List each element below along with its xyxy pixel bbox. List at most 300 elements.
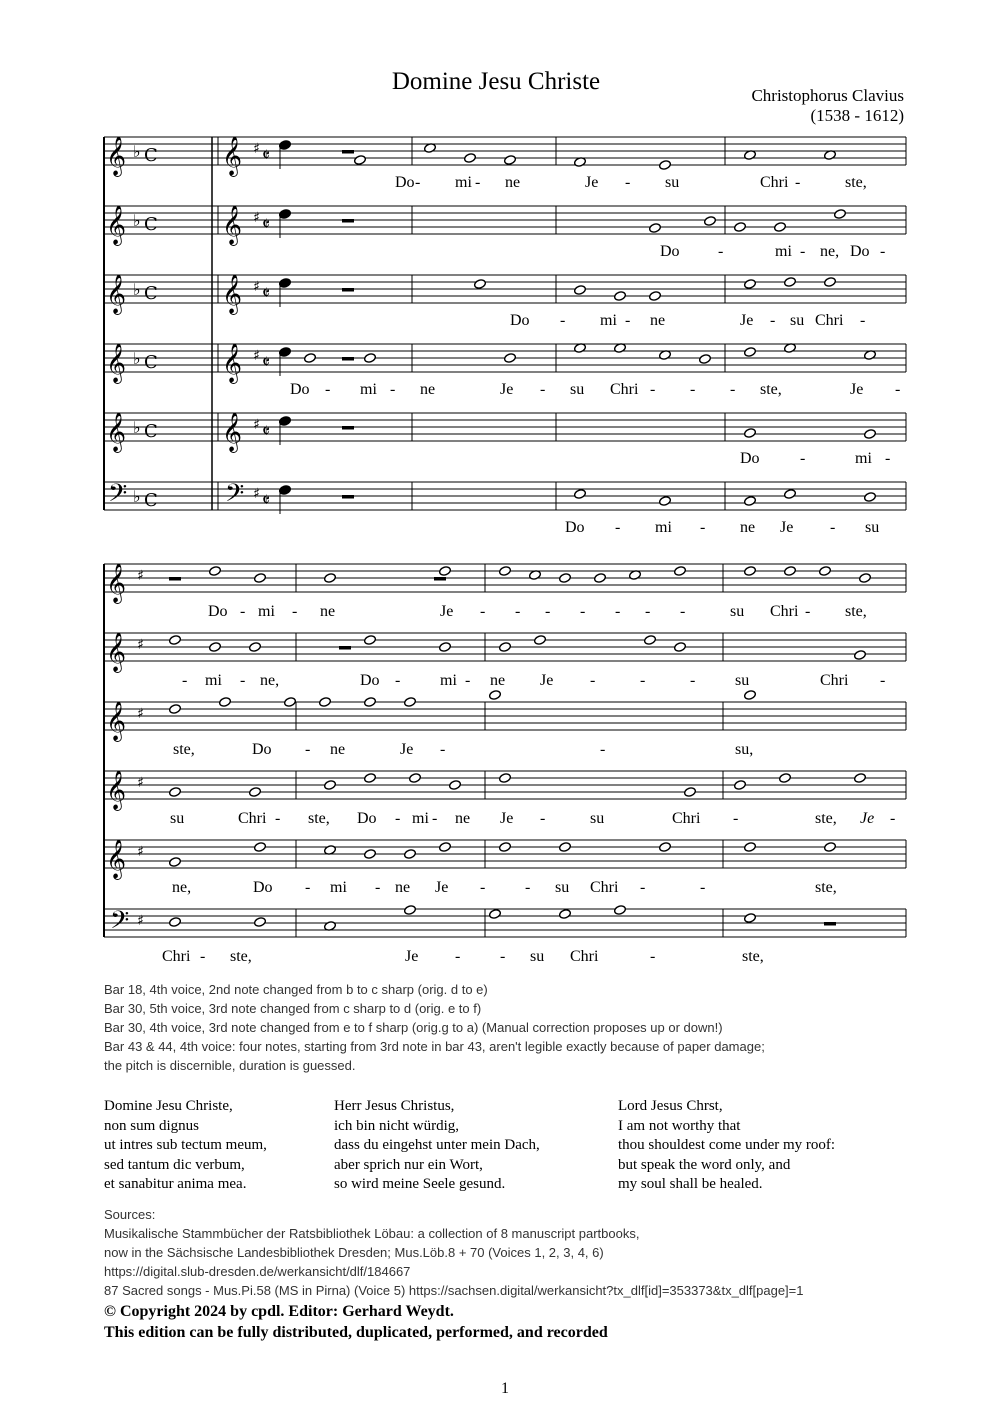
note-head	[819, 566, 832, 577]
note-head	[734, 780, 747, 791]
lyric-syllable: Je	[740, 312, 754, 329]
lyric-syllable: -	[455, 948, 461, 965]
note-head	[674, 566, 687, 577]
lyric-syllable: -	[880, 243, 886, 260]
lyric-syllable: ne	[420, 381, 436, 398]
lyric-syllable: su	[590, 810, 605, 827]
page-number: 1	[501, 1380, 509, 1397]
lyric-syllable: Chri	[820, 672, 849, 689]
lyric-syllable: -	[440, 741, 446, 758]
bass-clef: 𝄢	[225, 479, 245, 514]
lyric-syllable: -	[615, 603, 621, 620]
note-head	[404, 697, 417, 708]
source-line: now in the Sächsische Landesbibliothek Dresden; Mus.Löb.8 + 70 (Voices 1, 2, 3, 4, 6)	[104, 1245, 604, 1260]
note-head	[834, 209, 847, 220]
text-line: non sum dignus	[104, 1117, 200, 1134]
sharp-sign: ♯	[253, 210, 260, 226]
editorial-note: Bar 43 & 44, 4th voice: four notes, starting from 3rd note in bar 43, aren't legible exactly because of paper damage;	[104, 1039, 765, 1054]
treble-clef: 𝄞	[106, 205, 127, 245]
lyric-syllable: ste,	[173, 741, 195, 758]
lyric-syllable: -	[770, 312, 776, 329]
lyric-syllable: su,	[735, 741, 754, 758]
rest	[434, 577, 446, 581]
lyric-syllable: -	[395, 810, 401, 827]
lyric-syllable: Do	[253, 879, 273, 896]
lyric-syllable: su	[865, 519, 880, 536]
lyric-syllable: -	[480, 603, 486, 620]
note-head	[734, 222, 747, 233]
lyric-syllable: ne	[395, 879, 411, 896]
lyric-syllable: -	[515, 603, 521, 620]
text-line: Herr Jesus Christus,	[334, 1098, 455, 1114]
note-head	[324, 573, 337, 584]
note-head	[534, 635, 547, 646]
note-head	[249, 642, 262, 653]
lyric-syllable: ne	[490, 672, 506, 689]
lyric-syllable: mi	[360, 381, 377, 398]
lyric-syllable: -	[730, 381, 736, 398]
lyric-syllable: -	[560, 312, 566, 329]
note-head	[824, 842, 837, 853]
lyric-syllable: -	[540, 381, 546, 398]
lyric-syllable: Chri	[570, 948, 599, 965]
note-head	[304, 353, 317, 364]
lyric-syllable: -	[880, 672, 886, 689]
lyric-syllable: ne,	[260, 672, 280, 689]
text-line: Domine Jesu Christe,	[104, 1098, 233, 1114]
text-line: thou shouldest come under my roof:	[618, 1137, 836, 1154]
lyric-syllable: -	[645, 603, 651, 620]
lyric-syllable: Je	[435, 879, 449, 896]
lyric-syllable: Chri	[760, 174, 789, 191]
note-head	[744, 842, 757, 853]
sharp-sign: ♯	[137, 706, 144, 722]
lyric-syllable: su	[730, 603, 745, 620]
license-line: This edition can be fully distributed, duplicated, performed, and recorded	[104, 1324, 608, 1341]
lyric-syllable: Do	[208, 603, 228, 620]
lyric-syllable: Chri	[610, 381, 639, 398]
lyric-syllable: -	[830, 519, 836, 536]
lyric-syllable: -	[545, 603, 551, 620]
lyric-syllable: -	[800, 243, 806, 260]
lyric-syllable: Je	[780, 519, 794, 536]
sharp-sign: ♯	[253, 141, 260, 157]
copyright-line: © Copyright 2024 by cpdl. Editor: Gerhard Weydt.	[104, 1303, 454, 1320]
note-head	[364, 697, 377, 708]
lyric-syllable: -	[480, 879, 486, 896]
lyric-syllable: mi	[412, 810, 429, 827]
note-head	[499, 566, 512, 577]
page-title: Domine Jesu Christe	[391, 68, 601, 95]
lyric-syllable: Do	[850, 243, 870, 260]
time-signature: 𝄵	[262, 214, 271, 235]
lyric-syllable: Do	[357, 810, 377, 827]
lyric-syllable: -	[625, 174, 631, 191]
treble-clef: 𝄞	[106, 563, 127, 603]
time-signature: 𝄵	[262, 421, 271, 442]
lyric-syllable: su	[555, 879, 570, 896]
lyric-syllable: Je	[585, 174, 599, 191]
note-head	[439, 642, 452, 653]
note-head	[864, 429, 877, 440]
lyric-syllable: su	[790, 312, 805, 329]
note-head	[649, 291, 662, 302]
lyric-syllable: mi	[855, 450, 872, 467]
note-head	[409, 773, 422, 784]
lyric-syllable: mi	[205, 672, 222, 689]
lyric-syllable: mi	[440, 672, 457, 689]
note-head	[254, 573, 267, 584]
lyric-syllable: Do	[510, 312, 530, 329]
lyric-syllable: -	[240, 672, 246, 689]
lyric-syllable: -	[275, 810, 281, 827]
note-head	[249, 787, 262, 798]
source-link[interactable]: https://digital.slub-dresden.de/werkansicht/dlf/184667	[104, 1264, 411, 1279]
lyric-syllable: su	[665, 174, 680, 191]
note-head	[574, 489, 587, 500]
lyric-syllable: Chri	[672, 810, 701, 827]
treble-clef: 𝄞	[106, 701, 127, 741]
note-head	[219, 697, 232, 708]
lyric-syllable: Je	[400, 741, 414, 758]
lyric-syllable: Do	[360, 672, 380, 689]
note-head	[614, 291, 627, 302]
lyric-syllable: -	[475, 174, 481, 191]
lyric-syllable: Je	[500, 810, 514, 827]
lyric-syllable: -	[625, 312, 631, 329]
lyric-syllable: ne,	[820, 243, 840, 260]
text-line: I am not worthy that	[618, 1117, 741, 1134]
lyric-syllable: Chri	[590, 879, 619, 896]
note-head	[254, 917, 267, 928]
treble-clef: 𝄞	[222, 412, 243, 452]
note-head	[864, 492, 877, 503]
lyric-syllable: -	[305, 879, 311, 896]
lyric-syllable: -	[600, 741, 606, 758]
editorial-note: Bar 18, 4th voice, 2nd note changed from b to c sharp (orig. d to e)	[104, 982, 488, 997]
lyric-syllable: -	[375, 879, 381, 896]
lyric-syllable: -	[700, 519, 706, 536]
lyric-syllable: -	[640, 672, 646, 689]
editorial-note: the pitch is discernible, duration is guessed.	[104, 1058, 356, 1073]
rest	[342, 219, 354, 223]
treble-clef: 𝄞	[222, 343, 243, 383]
lyric-syllable: -	[800, 450, 806, 467]
lyric-syllable: Do	[395, 174, 415, 191]
editorial-note: Bar 30, 4th voice, 3rd note changed from e to f sharp (orig.g to a) (Manual correction proposes up or down!)	[104, 1020, 723, 1035]
text-line: sed tantum dic verbum,	[104, 1156, 245, 1173]
note-head	[744, 428, 757, 439]
note-head	[744, 347, 757, 358]
editorial-note: Bar 30, 5th voice, 3rd note changed from c sharp to d (orig. e to f)	[104, 1001, 482, 1016]
note-head	[784, 277, 797, 288]
lyric-syllable: -	[680, 603, 686, 620]
note-head	[674, 642, 687, 653]
lyric-syllable: -	[540, 810, 546, 827]
latin-text	[104, 1097, 267, 1195]
note-head	[439, 566, 452, 577]
note-head	[559, 842, 572, 853]
lyric-syllable: mi	[600, 312, 617, 329]
note-head	[169, 787, 182, 798]
lyric-syllable: -	[640, 879, 646, 896]
lyric-syllable: -	[590, 672, 596, 689]
text-line: my soul shall be healed.	[618, 1176, 763, 1193]
lyric-syllable: -	[718, 243, 724, 260]
lyric-syllable: -	[432, 810, 438, 827]
note-head	[504, 353, 517, 364]
time-signature: 𝄵	[262, 145, 271, 166]
note-head	[354, 155, 367, 166]
lyric-syllable: -	[182, 672, 188, 689]
note-head	[649, 223, 662, 234]
lyric-syllable: ne	[455, 810, 471, 827]
lyric-syllable: ne	[320, 603, 336, 620]
treble-clef: 𝄞	[222, 274, 243, 314]
sharp-sign: ♯	[137, 637, 144, 653]
lyric-syllable: -	[733, 810, 739, 827]
rest	[342, 288, 354, 292]
text-line: so wird meine Seele gesund.	[334, 1176, 506, 1193]
time-signature: C	[144, 352, 158, 373]
note-head	[499, 773, 512, 784]
source-line: Musikalische Stammbücher der Ratsbibliothek Löbau: a collection of 8 manuscript partbooks,	[104, 1226, 640, 1241]
sources-heading: Sources:	[104, 1207, 156, 1222]
lyric-syllable: Chri	[162, 948, 191, 965]
flat-sign: ♭	[133, 211, 141, 230]
lyric-syllable: ste,	[815, 810, 837, 827]
text-line: et sanabitur anima mea.	[104, 1176, 247, 1193]
time-signature: C	[144, 283, 158, 304]
lyric-syllable: -	[415, 174, 421, 191]
lyric-syllable: Je	[850, 381, 864, 398]
treble-clef: 𝄞	[106, 839, 127, 879]
rest	[342, 357, 354, 361]
note-head	[169, 704, 182, 715]
note-head	[499, 642, 512, 653]
lyric-syllable: -	[395, 672, 401, 689]
note-head	[644, 635, 657, 646]
flat-sign: ♭	[133, 280, 141, 299]
note-head	[559, 909, 572, 920]
lyric-syllable: su	[530, 948, 545, 965]
note-head	[614, 905, 627, 916]
note-head	[474, 279, 487, 290]
note-head	[364, 353, 377, 364]
lyric-syllable: ste,	[742, 948, 764, 965]
lyric-syllable: Do	[740, 450, 760, 467]
german-text	[334, 1097, 540, 1195]
time-signature: 𝄵	[262, 352, 271, 373]
lyric-syllable: -	[860, 312, 866, 329]
note-head	[659, 496, 672, 507]
lyric-syllable: -	[390, 381, 396, 398]
note-head	[744, 913, 757, 924]
note-head	[209, 566, 222, 577]
copyright-notice	[104, 1301, 608, 1343]
text-line: dass du eingehst unter mein Dach,	[334, 1137, 540, 1154]
note-head	[404, 905, 417, 916]
note-head	[254, 842, 267, 853]
lyric-syllable: -	[500, 948, 506, 965]
rest	[169, 577, 181, 581]
lyric-syllable: -	[690, 381, 696, 398]
score-system-2	[104, 563, 906, 965]
lyric-syllable: ste,	[815, 879, 837, 896]
lyric-syllable: -	[885, 450, 891, 467]
time-signature: C	[144, 421, 158, 442]
bass-clef: 𝄢	[108, 479, 128, 514]
note-head	[779, 773, 792, 784]
lyric-syllable: -	[305, 741, 311, 758]
lyric-syllable: Je	[860, 810, 875, 827]
treble-clef: 𝄞	[106, 343, 127, 383]
score-system-1	[104, 136, 906, 536]
flat-sign: ♭	[133, 418, 141, 437]
treble-clef: 𝄞	[222, 205, 243, 245]
lyric-syllable: Do	[290, 381, 310, 398]
note-head	[504, 155, 517, 166]
lyric-syllable: -	[292, 603, 298, 620]
note-head	[824, 277, 837, 288]
lyric-syllable: Chri	[770, 603, 799, 620]
note-head	[784, 489, 797, 500]
editorial-notes	[104, 980, 904, 1075]
note-head	[439, 842, 452, 853]
flat-sign: ♭	[133, 142, 141, 161]
composer-dates: (1538 - 1612)	[810, 106, 904, 125]
english-text	[618, 1097, 835, 1195]
note-head	[489, 690, 502, 701]
note-head	[169, 857, 182, 868]
lyric-syllable: su	[570, 381, 585, 398]
lyric-syllable: mi	[775, 243, 792, 260]
lyric-syllable: su	[735, 672, 750, 689]
note-head	[659, 160, 672, 171]
lyric-syllable: mi	[330, 879, 347, 896]
lyric-syllable: -	[325, 381, 331, 398]
note-head	[594, 573, 607, 584]
lyric-syllable: Do	[252, 741, 272, 758]
lyric-syllable: Je	[540, 672, 554, 689]
lyric-syllable: -	[650, 948, 656, 965]
rest	[342, 495, 354, 499]
note-head	[854, 773, 867, 784]
sharp-sign: ♯	[253, 486, 260, 502]
lyric-syllable: su	[170, 810, 185, 827]
flat-sign: ♭	[133, 349, 141, 368]
sharp-sign: ♯	[137, 568, 144, 584]
sources	[104, 1205, 944, 1300]
note-head	[464, 153, 477, 164]
note-head	[319, 697, 332, 708]
sharp-sign: ♯	[253, 279, 260, 295]
note-head	[704, 216, 717, 227]
rest	[342, 150, 354, 154]
lyric-syllable: -	[580, 603, 586, 620]
lyric-syllable: ste,	[845, 603, 867, 620]
lyric-syllable: Je	[405, 948, 419, 965]
note-head	[169, 635, 182, 646]
lyric-syllable: ne	[650, 312, 666, 329]
rest	[824, 922, 836, 926]
note-head	[784, 566, 797, 577]
sharp-sign: ♯	[253, 417, 260, 433]
note-head	[449, 780, 462, 791]
lyric-syllable: -	[690, 672, 696, 689]
rest	[339, 646, 351, 650]
note-head	[364, 773, 377, 784]
note-head	[744, 279, 757, 290]
lyric-syllable: -	[240, 603, 246, 620]
lyric-syllable: Je	[440, 603, 454, 620]
sharp-sign: ♯	[137, 913, 144, 929]
note-head	[744, 566, 757, 577]
flat-sign: ♭	[133, 487, 141, 506]
note-head	[364, 849, 377, 860]
lyric-syllable: -	[525, 879, 531, 896]
time-signature: C	[144, 145, 158, 166]
bass-clef: 𝄢	[110, 906, 130, 941]
lyric-syllable: ne,	[172, 879, 192, 896]
lyric-syllable: -	[890, 810, 896, 827]
text-line: aber sprich nur ein Wort,	[334, 1156, 483, 1173]
sharp-sign: ♯	[253, 348, 260, 364]
treble-clef: 𝄞	[106, 632, 127, 672]
lyric-syllable: ne	[330, 741, 346, 758]
sharp-sign: ♯	[137, 775, 144, 791]
note-head	[499, 842, 512, 853]
lyric-syllable: mi	[455, 174, 472, 191]
note-head	[744, 690, 757, 701]
note-head	[404, 849, 417, 860]
time-signature: 𝄵	[262, 283, 271, 304]
source-line: 87 Sacred songs - Mus.Pi.58 (MS in Pirna) (Voice 5) https://sachsen.digital/werkansicht?tx_dlf[id]=353373&tx_dlf[page]=1	[104, 1283, 804, 1298]
lyric-syllable: -	[895, 381, 901, 398]
treble-clef: 𝄞	[106, 136, 127, 176]
note-head	[364, 635, 377, 646]
note-head	[659, 842, 672, 853]
note-head	[699, 354, 712, 365]
lyric-syllable: Chri	[815, 312, 844, 329]
time-signature: C	[144, 490, 158, 511]
lyric-syllable: Do	[660, 243, 680, 260]
note-head	[209, 642, 222, 653]
lyric-syllable: mi	[655, 519, 672, 536]
lyric-syllable: ne	[740, 519, 756, 536]
composer-name: Christophorus Clavius	[751, 86, 904, 105]
lyric-syllable: mi	[258, 603, 275, 620]
lyric-syllable: -	[805, 603, 811, 620]
note-head	[559, 573, 572, 584]
treble-clef: 𝄞	[106, 770, 127, 810]
lyric-syllable: ne	[505, 174, 521, 191]
lyric-syllable: -	[465, 672, 471, 689]
lyric-syllable: -	[615, 519, 621, 536]
lyric-syllable: Do	[565, 519, 585, 536]
text-line: ut intres sub tectum meum,	[104, 1137, 267, 1154]
text-line: but speak the word only, and	[618, 1156, 791, 1173]
note-head	[324, 780, 337, 791]
lyric-syllable: -	[700, 879, 706, 896]
lyric-syllable: -	[650, 381, 656, 398]
note-head	[169, 917, 182, 928]
lyric-syllable: Chri	[238, 810, 267, 827]
text-line: Lord Jesus Chrst,	[618, 1098, 723, 1114]
lyric-syllable: ste,	[308, 810, 330, 827]
lyric-syllable: ste,	[760, 381, 782, 398]
lyric-syllable: -	[795, 174, 801, 191]
